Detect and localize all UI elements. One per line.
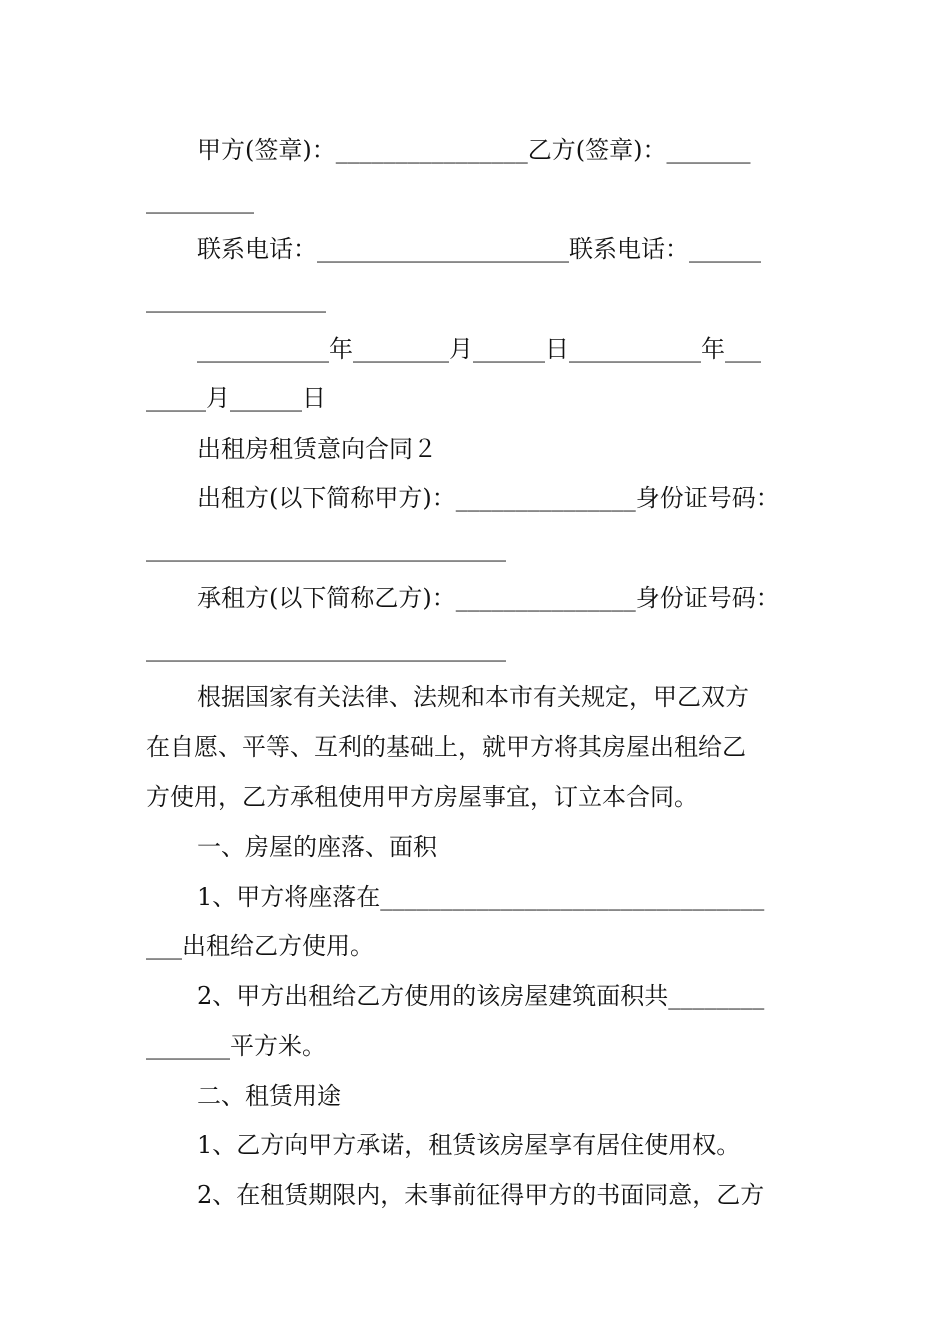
paragraph-line: 根据国家有关法律、法规和本市有关规定，甲乙双方 [197,683,749,711]
clause-heading: 一、房屋的座落、面积 [197,833,437,861]
clause-item: 1、乙方向甲方承诺，租赁该房屋享有居住使用权。 [197,1131,741,1159]
lessor-line: 出租方(以下简称甲方)：_______________身份证号码： [197,484,780,512]
phone-line-cont: _______________ [146,285,326,313]
clause-item: 2、甲方出租给乙方使用的该房屋建筑面积共________ [197,982,765,1010]
lessor-id-blank: ______________________________ [146,534,506,562]
paragraph-line: 方使用，乙方承租使用甲方房屋事宜，订立本合同。 [146,783,698,811]
lessee-line: 承租方(以下简称乙方)：_______________身份证号码： [197,584,780,612]
paragraph-line: 在自愿、平等、互利的基础上，就甲方将其房屋出租给乙 [146,733,746,761]
lessee-id-blank: ______________________________ [146,634,506,662]
phone-line: 联系电话：_____________________联系电话：______ [197,235,761,263]
clause-heading: 二、租赁用途 [197,1082,341,1110]
signature-line: 甲方(签章)：________________乙方(签章)：_______ [197,136,751,164]
date-line-cont: _____月______日 [146,384,326,412]
date-line: ___________年________月______日___________年___ [197,335,761,363]
signature-line-cont: _________ [146,186,254,214]
clause-item-cont: ___出租给乙方使用。 [146,932,374,960]
clause-item: 1、甲方将座落在________________________________ [197,883,765,911]
clause-item: 2、在租赁期限内，未事前征得甲方的书面同意，乙方 [197,1181,765,1209]
clause-item-cont: _______平方米。 [146,1032,326,1060]
section-title: 出租房租赁意向合同２ [197,435,437,463]
